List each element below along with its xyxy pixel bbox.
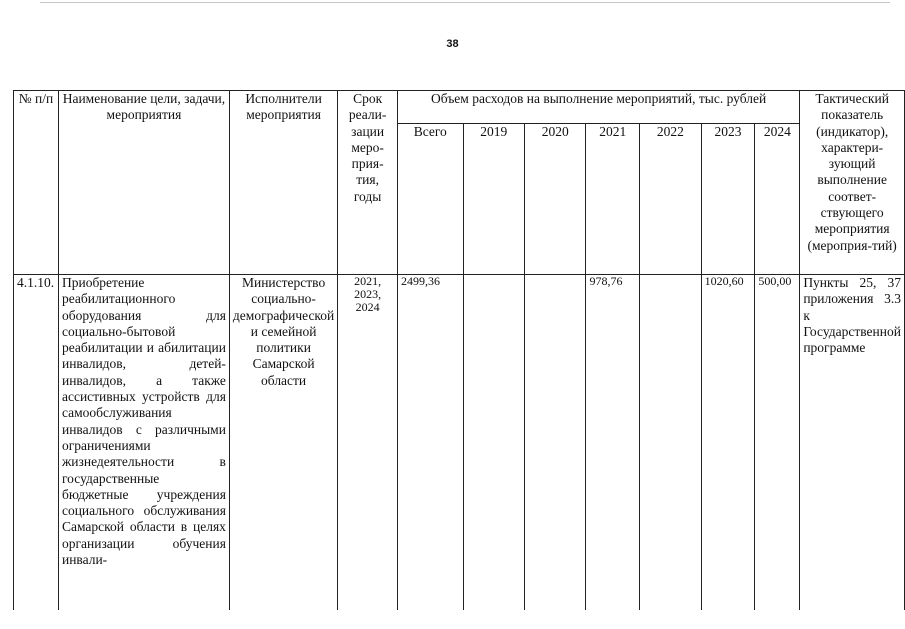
subheader-2019: 2019	[463, 124, 524, 275]
subheader-2024: 2024	[755, 124, 800, 275]
header-row	[14, 91, 905, 124]
header-executors: Исполнители мероприятия	[229, 91, 337, 275]
header-expenses: Объем расходов на выполнение мероприятий, тыс. рублей	[397, 91, 799, 124]
row-value-2019	[463, 275, 524, 611]
header-indicator: Тактический показатель (индикатор), характери-зующий выполнение соответ-ствующего мероприятия (мероприя-тий)	[800, 91, 905, 275]
row-value-2021: 978,76	[586, 275, 640, 611]
row-value-2022	[640, 275, 701, 611]
subheader-total: Всего	[397, 124, 463, 275]
row-executors: Министерство социально-демографической и семейной политики Самарской области	[229, 275, 337, 611]
measures-table	[13, 90, 905, 610]
subheader-2021: 2021	[586, 124, 640, 275]
row-num: 4.1.10.	[14, 275, 59, 611]
row-value-total: 2499,36	[397, 275, 463, 611]
scan-edge	[40, 2, 890, 3]
row-value-2024: 500,00	[755, 275, 800, 611]
subheader-2023: 2023	[701, 124, 755, 275]
table-row	[14, 275, 905, 611]
header-name: Наименование цели, задачи, мероприятия	[58, 91, 229, 275]
header-term-text: Срок реали-зации меро-прия-тия, годы	[348, 91, 387, 204]
header-term	[338, 91, 398, 275]
row-value-2020	[525, 275, 586, 611]
subheader-2020: 2020	[525, 124, 586, 275]
page-number: 38	[446, 38, 459, 50]
row-value-2023: 1020,60	[701, 275, 755, 611]
row-name: Приобретение реабилитационного оборудования для социально-бытовой реабилитации и абилитации инвалидов, детей-инвалидов, а также ассистивных устройств для самообслуживания инвалидов с различными ограничениями жизнедеятельности в государственные бюджетные учреждения социального обслуживания Самарской области в целях организации обучения инвали-	[58, 275, 229, 611]
subheader-2022: 2022	[640, 124, 701, 275]
row-term: 2021, 2023, 2024	[338, 275, 398, 611]
row-indicator: Пункты 25, 37 приложения 3.3 к Государственной программе	[800, 275, 905, 611]
header-num: № п/п	[14, 91, 59, 275]
